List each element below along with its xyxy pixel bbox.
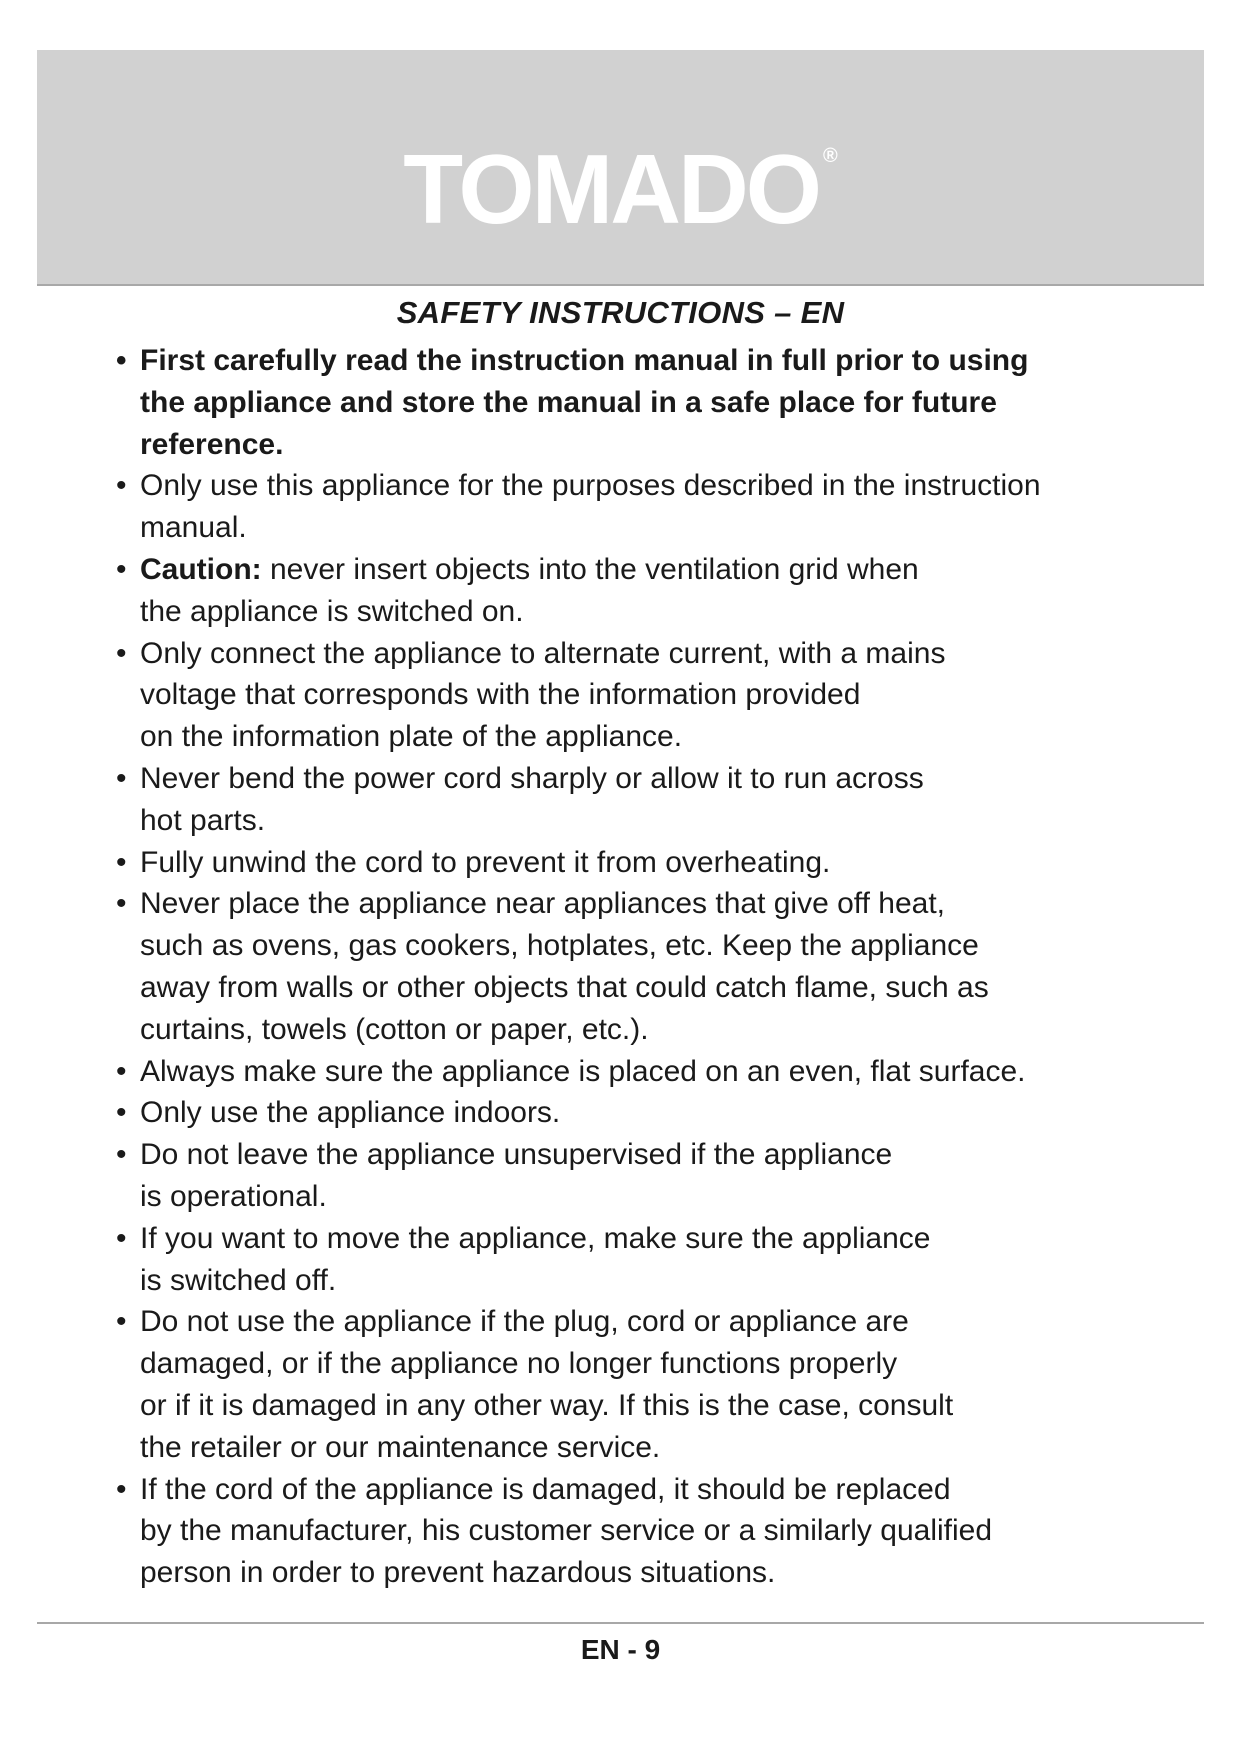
header-band [37, 50, 1204, 286]
list-item [116, 1301, 1156, 1468]
page-title: SAFETY INSTRUCTIONS – EN [396, 295, 845, 330]
list-item [116, 883, 1156, 1050]
bullet-icon: • [116, 845, 127, 879]
bullet-icon: • [116, 344, 127, 377]
item-line: Fully unwind the cord to prevent it from overheating. [140, 845, 831, 879]
item-line: Never place the appliance near appliances that give off heat, [140, 887, 945, 921]
item-line: on the information plate of the appliance. [140, 720, 683, 754]
item-line: curtains, towels (cotton or paper, etc.). [140, 1012, 649, 1046]
item-line: away from walls or other objects that could catch flame, such as [140, 970, 989, 1004]
logo-text: TOMADO [403, 134, 819, 244]
bullet-icon: • [116, 1221, 127, 1255]
item-line: Do not use the appliance if the plug, cord or appliance are [140, 1305, 909, 1339]
item-line: is operational. [140, 1179, 327, 1213]
item-line: or if it is damaged in any other way. If this is the case, consult [140, 1388, 954, 1422]
item-line: Only use the appliance indoors. [140, 1096, 561, 1130]
item-line: such as ovens, gas cookers, hotplates, etc. Keep the appliance [140, 929, 979, 963]
list-item [116, 549, 1156, 633]
item-line: Only connect the appliance to alternate current, with a mains [140, 636, 946, 670]
item-line: the retailer or our maintenance service. [140, 1430, 661, 1464]
bullet-icon: • [116, 552, 127, 586]
bullet-icon: • [116, 1096, 127, 1130]
item-line: First carefully read the instruction manual in full prior to using [140, 344, 1029, 377]
list-item [116, 1469, 1156, 1594]
item-line-text: never insert objects into the ventilation grid when [261, 552, 919, 586]
item-line: by the manufacturer, his customer service or a similarly qualified [140, 1514, 993, 1548]
bullet-icon: • [116, 1305, 127, 1339]
brand-logo [37, 134, 1204, 244]
footer-divider [37, 1622, 1204, 1624]
caution-label: Caution: [140, 552, 262, 586]
item-line: damaged, or if the appliance no longer functions properly [140, 1347, 898, 1381]
item-line: hot parts. [140, 803, 266, 837]
list-item [116, 633, 1156, 758]
list-item [116, 842, 1156, 884]
safety-instructions-list [116, 340, 1156, 1594]
bullet-icon: • [116, 469, 127, 503]
item-line: is switched off. [140, 1263, 337, 1297]
bullet-icon: • [116, 1472, 127, 1506]
bullet-icon: • [116, 636, 127, 670]
list-item [116, 1218, 1156, 1302]
item-line: Always make sure the appliance is placed on an even, flat surface. [140, 1054, 1026, 1088]
list-item [116, 1092, 1156, 1134]
item-line: If the cord of the appliance is damaged, it should be replaced [140, 1472, 951, 1506]
item-line: Only use this appliance for the purposes described in the instruction [140, 469, 1041, 503]
item-line: If you want to move the appliance, make sure the appliance [140, 1221, 931, 1255]
item-line: manual. [140, 511, 247, 545]
item-line [140, 549, 1156, 591]
list-item [116, 1134, 1156, 1218]
bullet-icon: • [116, 1138, 127, 1172]
item-line: Do not leave the appliance unsupervised if the appliance [140, 1138, 893, 1172]
item-line: voltage that corresponds with the information provided [140, 678, 861, 712]
item-line: Never bend the power cord sharply or allow it to run across [140, 761, 924, 795]
list-item [116, 758, 1156, 842]
registered-mark: ® [822, 145, 838, 167]
item-line: reference. [140, 427, 284, 461]
bullet-icon: • [116, 1054, 127, 1088]
item-line: the appliance is switched on. [140, 594, 524, 628]
page-number: EN - 9 [580, 1634, 661, 1665]
list-item [116, 1051, 1156, 1093]
list-item [116, 340, 1156, 465]
bullet-icon: • [116, 887, 127, 921]
list-item [116, 465, 1156, 549]
item-line: person in order to prevent hazardous situations. [140, 1556, 776, 1590]
item-line: the appliance and store the manual in a safe place for future [140, 385, 997, 419]
bullet-icon: • [116, 761, 127, 795]
